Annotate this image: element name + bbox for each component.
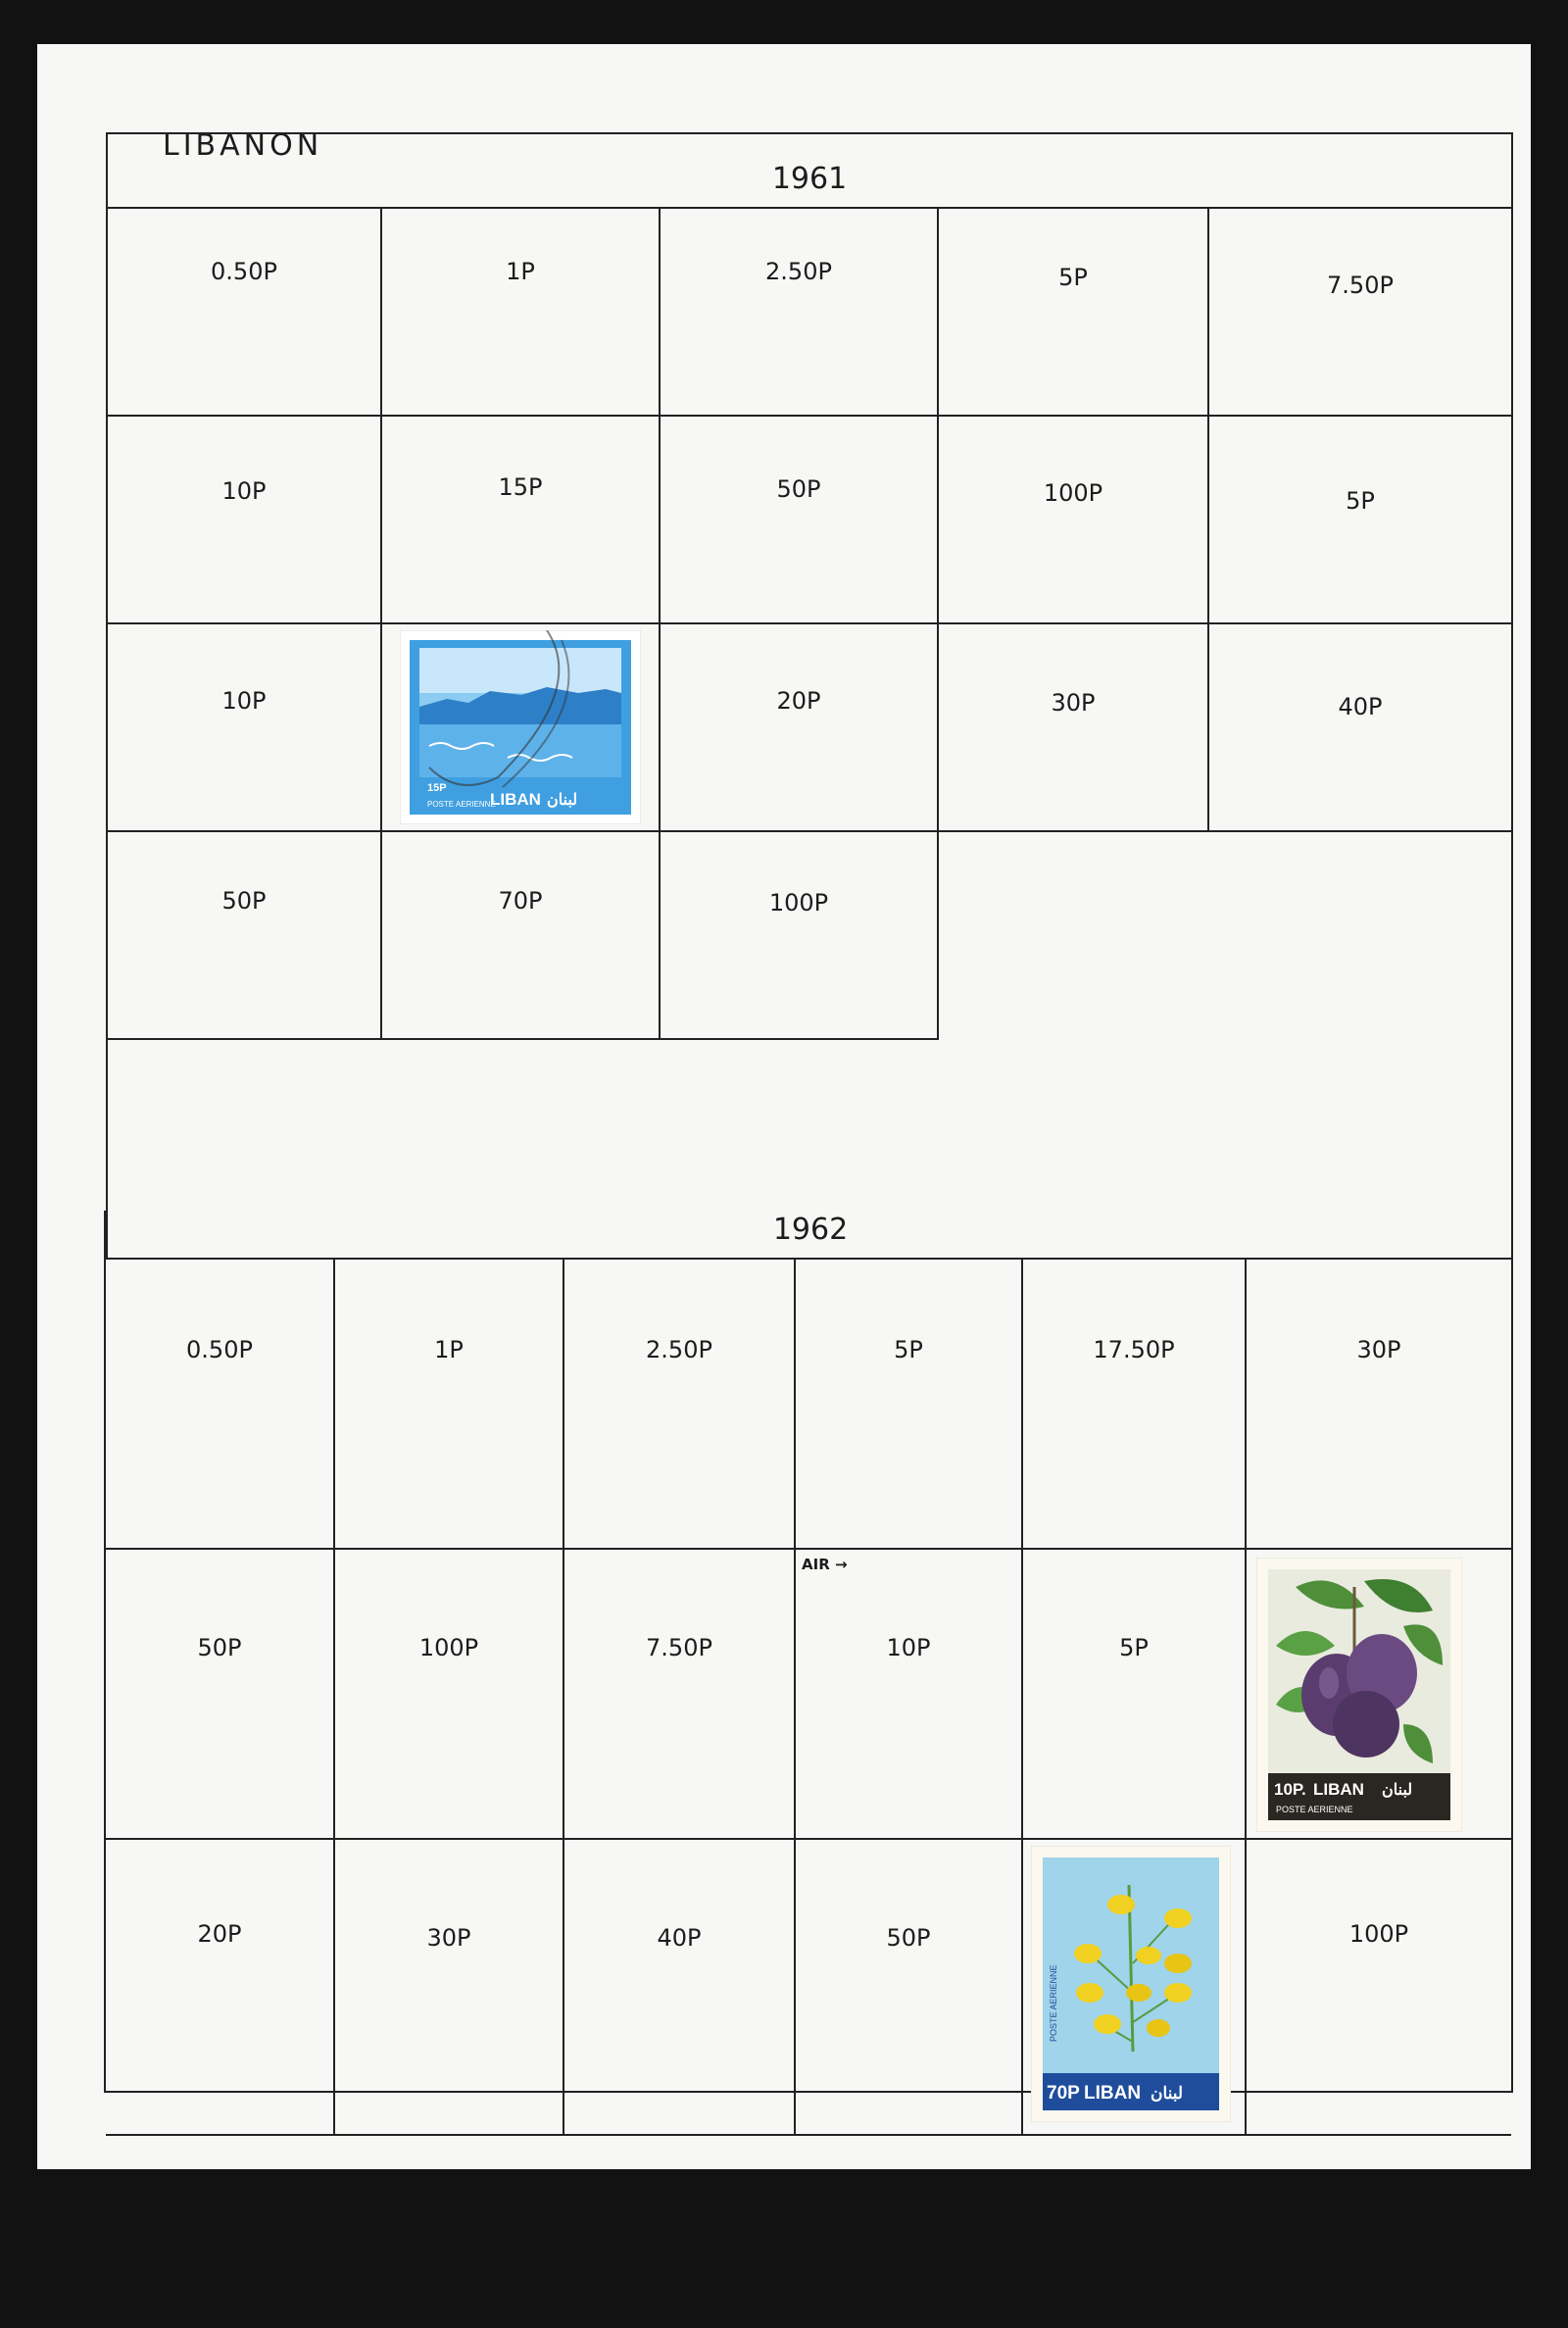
slot-value: 1P (434, 1336, 464, 1363)
stamp-slot (661, 832, 939, 1040)
slot-value: 50P (221, 887, 267, 915)
stamp-slot-filled (1023, 1840, 1247, 2136)
flower-value: 70P (1047, 2083, 1080, 2104)
air-mail-note: AIR → (802, 1556, 848, 1573)
stamp-slot (335, 1840, 564, 2136)
plum-arabic: لبنان (1382, 1782, 1413, 1799)
slot-value: 100P (1043, 479, 1103, 507)
harbour-caption: POSTE AERIENNE (427, 800, 496, 809)
plum-stamp-image (1256, 1558, 1462, 1832)
stamp-slot (939, 624, 1209, 832)
slot-value: 5P (894, 1336, 923, 1363)
stamp-slot (108, 417, 382, 624)
slot-value: 5P (1346, 487, 1375, 515)
slot-value: 50P (886, 1924, 931, 1952)
slot-value: 7.50P (646, 1634, 712, 1661)
year-1962-label: 1962 (772, 1213, 849, 1247)
plum-country: LIBAN (1313, 1780, 1364, 1799)
stamp-slot (796, 1840, 1023, 2136)
slot-value: 10P (221, 477, 267, 505)
section-1961 (106, 132, 1513, 1260)
slot-value: 5P (1058, 264, 1088, 291)
stamp-slot (1023, 1260, 1247, 1550)
slot-value: 0.50P (211, 258, 277, 285)
flower-country: LIBAN (1084, 2083, 1142, 2104)
slot-value: 2.50P (765, 258, 832, 285)
country-heading: LIBANON (163, 128, 323, 163)
stamp-slot (564, 1550, 796, 1840)
stamp-slot (106, 1260, 335, 1550)
stamp-slot (1209, 624, 1511, 832)
stamp-slot (108, 209, 382, 417)
slot-value: 17.50P (1093, 1336, 1175, 1363)
slot-value: 100P (768, 889, 829, 916)
grid-1961 (108, 209, 1511, 1040)
slot-value: 2.50P (646, 1336, 712, 1363)
stamp-slot (335, 1550, 564, 1840)
harbour-arabic: لبنان (547, 792, 578, 809)
slot-value: 70P (498, 887, 543, 915)
empty-area (939, 832, 1209, 1040)
stamp-slot (1209, 417, 1511, 624)
stamp-slot (382, 417, 661, 624)
slot-value: 5P (1119, 1634, 1149, 1661)
album-page (37, 44, 1531, 2169)
stamp-slot-filled (1247, 1550, 1511, 1840)
stamp-slot (106, 1840, 335, 2136)
stamp-slot (108, 624, 382, 832)
slot-value: 50P (197, 1634, 242, 1661)
stamp-slot (564, 1260, 796, 1550)
section-1962 (104, 1211, 1513, 2104)
slot-value: 0.50P (186, 1336, 253, 1363)
harbour-value: 15P (427, 782, 447, 794)
slot-value: 40P (657, 1924, 702, 1952)
stamp-slot (661, 417, 939, 624)
slot-value: 10P (886, 1634, 931, 1661)
stamp-slot (939, 209, 1209, 417)
slot-value: 40P (1338, 693, 1383, 720)
stamp-slot (108, 832, 382, 1040)
harbour-stamp-image (400, 630, 641, 824)
slot-value: 30P (426, 1924, 471, 1952)
stamp-slot (1247, 1840, 1511, 2136)
flower-caption: POSTE AERIENNE (1049, 1964, 1058, 2042)
stamp-slot (382, 832, 661, 1040)
slot-value: 100P (418, 1634, 479, 1661)
slot-value: 30P (1051, 689, 1096, 717)
plum-value: 10P. (1274, 1780, 1306, 1799)
grid-1962 (106, 1260, 1511, 2136)
slot-value: 15P (498, 473, 543, 501)
slot-value: 1P (506, 258, 535, 285)
stamp-slot (939, 417, 1209, 624)
slot-value: 30P (1356, 1336, 1401, 1363)
stamp-slot (1023, 1550, 1247, 1840)
slot-value: 20P (197, 1920, 242, 1948)
slot-value: 50P (776, 475, 821, 503)
stamp-slot (1209, 209, 1511, 417)
empty-area (1209, 832, 1511, 1040)
slot-value: 10P (221, 687, 267, 715)
stamp-slot (382, 209, 661, 417)
slot-value: 7.50P (1327, 272, 1394, 299)
slot-value: 100P (1348, 1920, 1409, 1948)
stamp-slot (796, 1260, 1023, 1550)
flower-arabic: لبنان (1151, 2084, 1184, 2103)
slot-value: 20P (776, 687, 821, 715)
stamp-slot (335, 1260, 564, 1550)
year-1961-label: 1961 (771, 162, 848, 196)
stamp-slot (1247, 1260, 1511, 1550)
stamp-slot (661, 624, 939, 832)
harbour-country: LIBAN (490, 790, 541, 809)
stamp-slot (564, 1840, 796, 2136)
stamp-slot-filled (382, 624, 661, 832)
stamp-slot (106, 1550, 335, 1840)
flower-stamp-image (1031, 1846, 1231, 2122)
stamp-slot (796, 1550, 1023, 1840)
plum-caption: POSTE AERIENNE (1276, 1805, 1353, 1814)
stamp-slot (661, 209, 939, 417)
